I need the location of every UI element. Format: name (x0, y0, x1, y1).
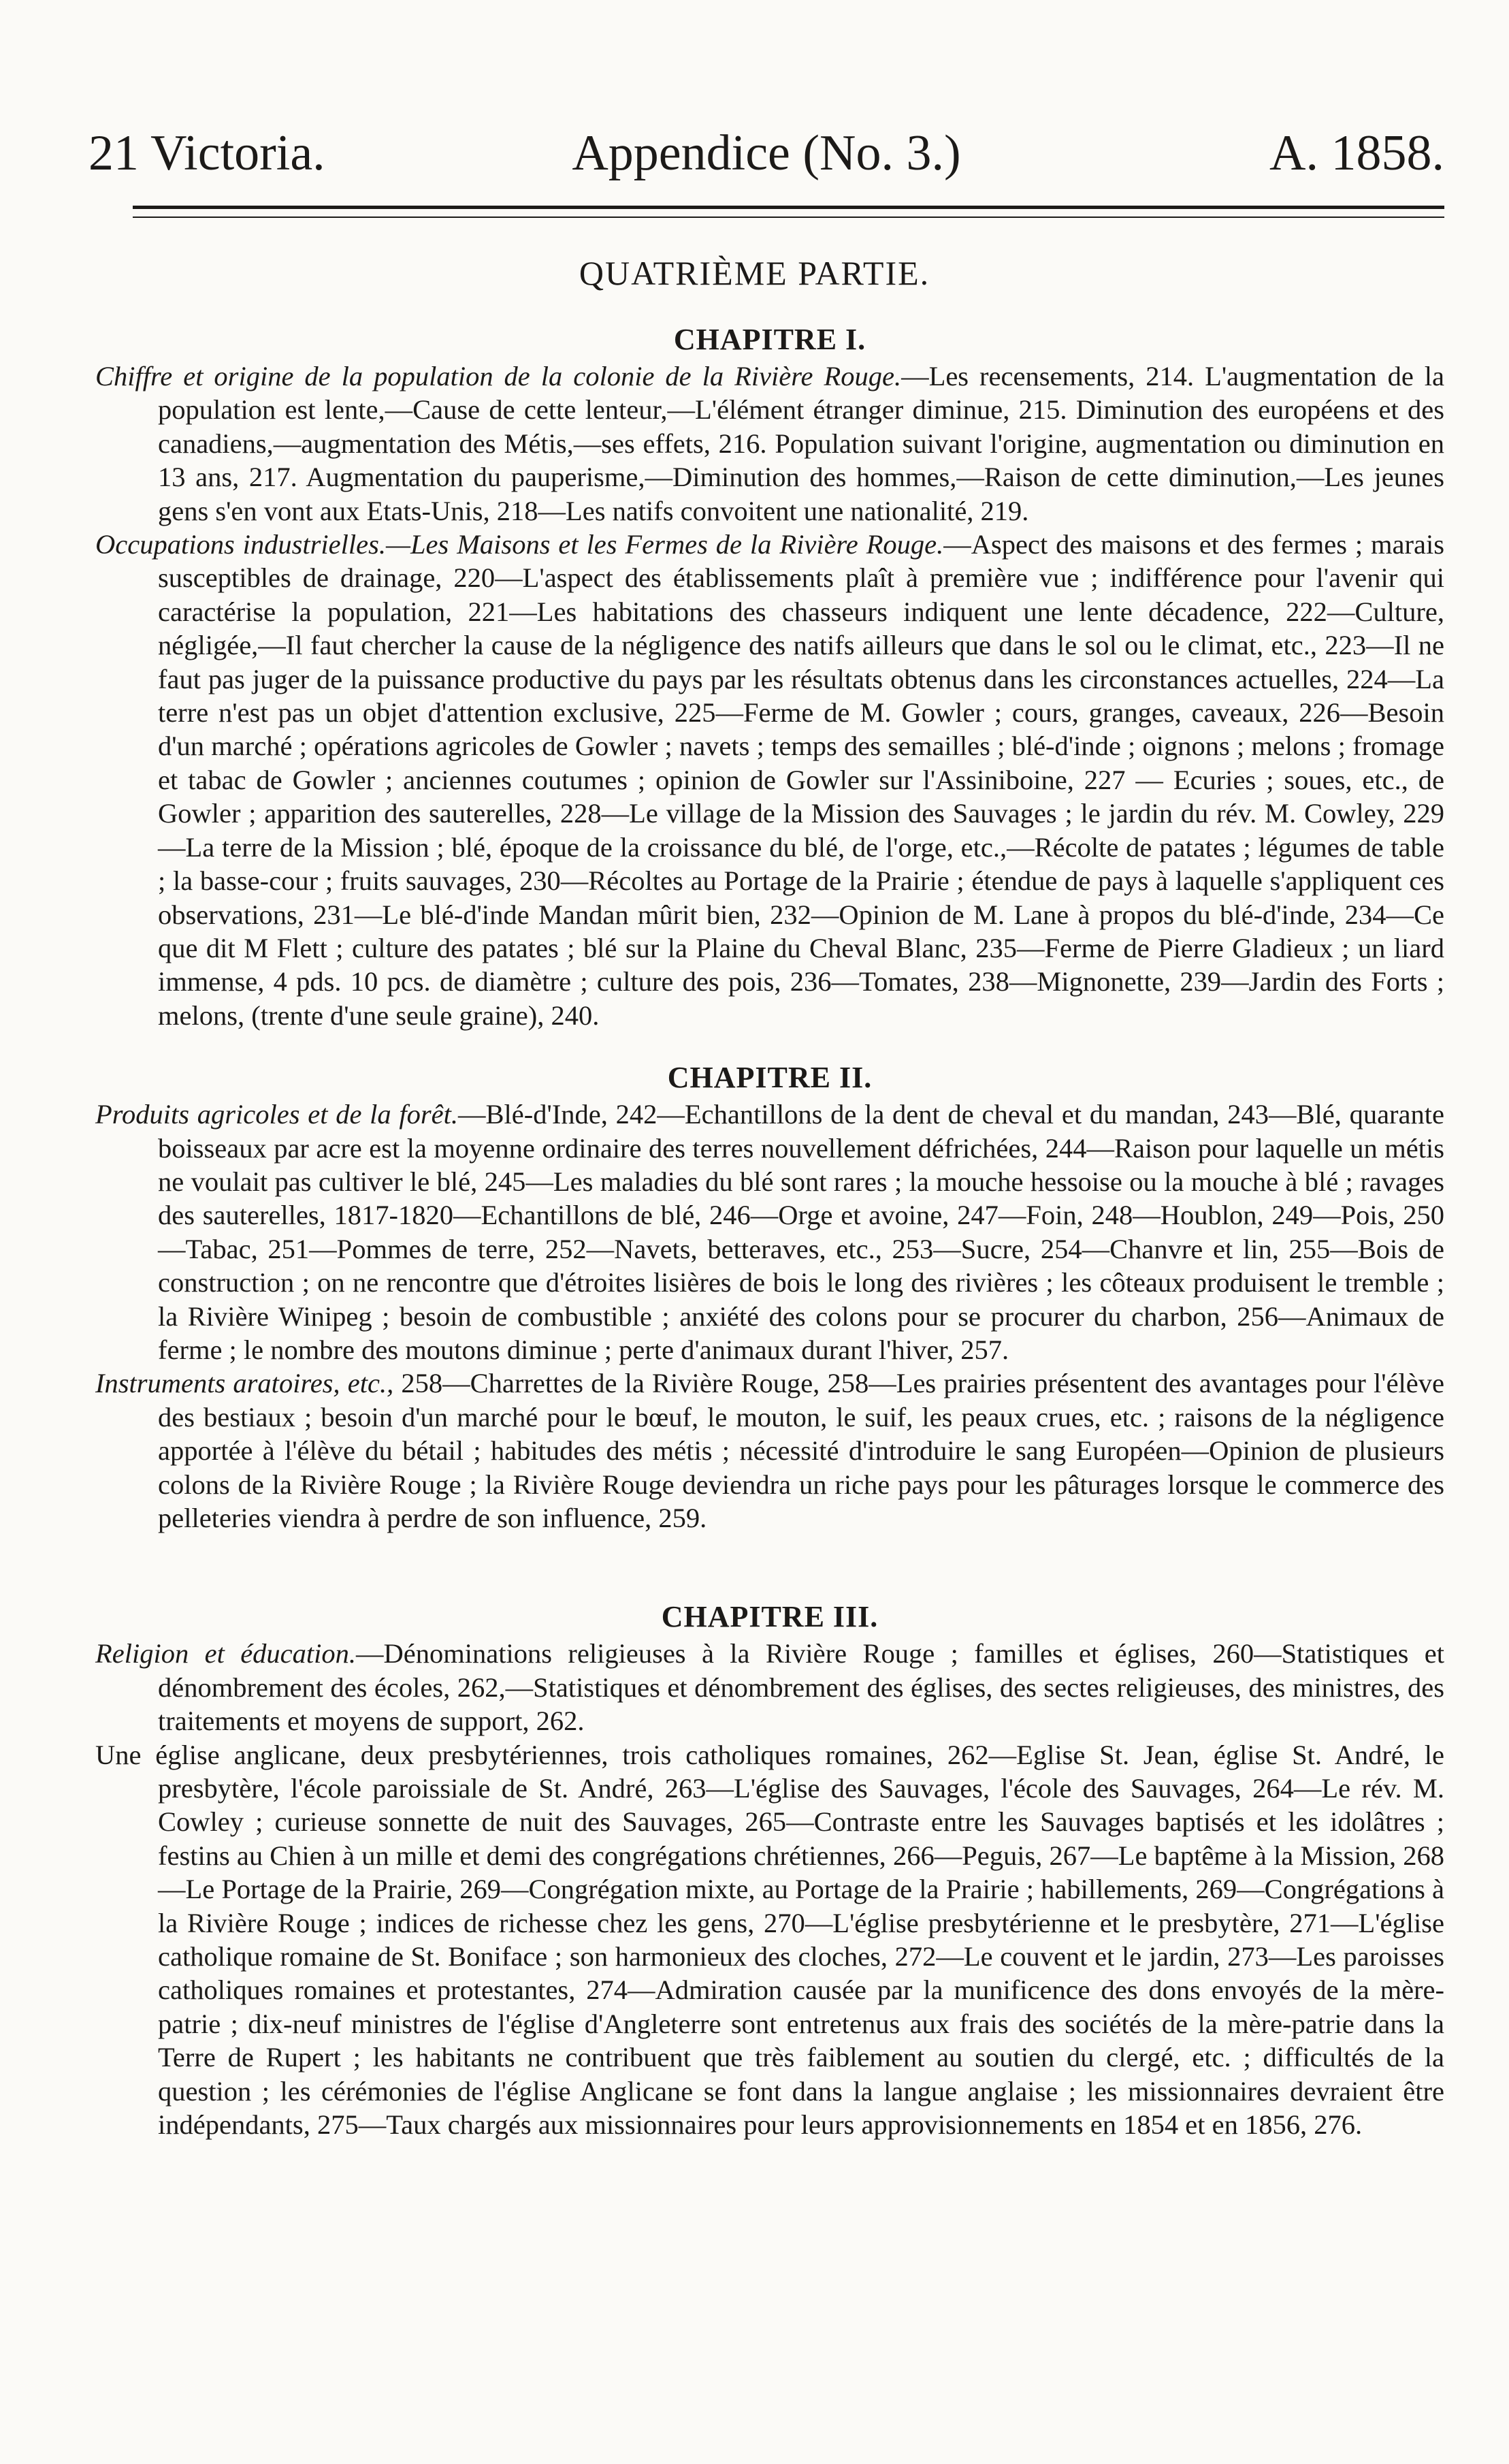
header-session: 21 Victoria. (88, 125, 325, 181)
chapter-3-paragraph-2 (95, 1738, 1444, 2142)
paragraph-text: —Les recensements, 214. L'augmentation de la population est lente,—Cause de cette lenteur,—L'élément étranger diminue, 215. Diminution des européens et des canadiens,—augmentation des Métis,—ses effets, 216. Population suivant l'origine, augmentation ou diminution en 13 ans, 217. Augmentation du pauperisme,—Diminution des hommes,—Raison de cette diminution,—Les jeunes gens s'en vont aux Etats-Unis, 218—Les natifs convoitent une nationalité, 219. (158, 361, 1445, 526)
paragraph-lead: Religion et éducation. (95, 1638, 357, 1669)
chapter-2-title: CHAPITRE II. (667, 1061, 873, 1095)
paragraph-lead: Produits agricoles et de la forêt. (95, 1099, 459, 1130)
part-title: QUATRIÈME PARTIE. (579, 254, 930, 292)
chapter-1-paragraph-1 (95, 359, 1444, 528)
chapter-2-paragraph-1 (95, 1098, 1444, 1366)
paragraph-text: —Dénominations religieuses à la Rivière Rouge ; familles et églises, 260—Statistiques et dénombrement des écoles, 262,—Statistiques et dénombrement des églises, des sectes religieuses, des ministres, des traitements et moyens de support, 262. (158, 1638, 1444, 1737)
header-rule-thick (133, 206, 1444, 209)
header-rule-thin (133, 217, 1444, 218)
chapter-1-title: CHAPITRE I. (673, 323, 866, 356)
chapter-3-paragraph-1 (95, 1637, 1444, 1738)
document-body (95, 320, 1444, 2142)
header-appendix: Appendice (No. 3.) (572, 125, 961, 181)
paragraph-text: 258—Charrettes de la Rivière Rouge, 258—Les prairies présentent des avantages pour l'élève des bestiaux ; besoin d'un marché pour le bœuf, le mouton, le suif, les peaux crues, etc. ; raisons de la négligence apportée à l'élève du bétail ; habitudes des métis ; nécessité d'introduire le sang Européen—Opinion de plusieurs colons de la Rivière Rouge ; la Rivière Rouge deviendra un riche pays pour les pâturages lorsque le commerce des pelleteries viendra à perdre de son influence, 259. (158, 1368, 1445, 1533)
paragraph-text: —Blé-d'Inde, 242—Echantillons de la dent de cheval et du mandan, 243—Blé, quarante boisseaux par acre est la moyenne ordinaire des terres nouvellement défrichées, 244—Raison pour laquelle un métis ne voulait pas cultiver le blé, 245—Les maladies du blé sont rares ; la mouche hessoise ou la mouche à blé ; ravages des sauterelles, 1817-1820—Echantillons de blé, 246—Orge et avoine, 247—Foin, 248—Houblon, 249—Pois, 250—Tabac, 251—Pommes de terre, 252—Navets, betteraves, etc., 253—Sucre, 254—Chanvre et lin, 255—Bois de construction ; on ne rencontre que d'étroites lisières de bois le long des rivières ; les côteaux produisent le tremble ; la Rivière Winipeg ; besoin de combustible ; anxiété des colons pour se procurer du charbon, 256—Animaux de ferme ; le nombre des moutons diminue ; perte d'animaux durant l'hiver, 257. (158, 1099, 1444, 1365)
paragraph-lead: Instruments aratoires, etc., (95, 1368, 394, 1399)
page-header (88, 116, 1444, 191)
paragraph-text: Une église anglicane, deux presbytériennes, trois catholiques romaines, 262—Eglise St. Jean, église St. André, le presbytère, l'école paroissiale de St. André, 263—L'église des Sauvages, l'école des Sauvages, 264—Le rév. M. Cowley ; curieuse sonnette de nuit des Sauvages, 265—Contraste entre les Sauvages baptisés et les idolâtres ; festins au Chien à un mille et demi des congrégations chrétiennes, 266—Peguis, 267—Le baptême à la Mission, 268—Le Portage de la Prairie, 269—Congrégation mixte, au Portage de la Prairie ; habillements, 269—Congrégations à la Rivière Rouge ; indices de richesse chez les gens, 270—L'église presbytérienne et le presbytère, 271—L'église catholique romaine de St. Boniface ; son harmonieux des cloches, 272—Le couvent et le jardin, 273—Les paroisses catholiques romaines et protestantes, 274—Admiration causée par la munificence des dons envoyés de la mère-patrie ; dix-neuf ministres de l'église d'Angleterre sont entretenus aux frais des sociétés de la mère-patrie dans la Terre de Rupert ; les habitants ne contribuent que très faiblement au soutien du clergé, etc. ; difficultés de la question ; les cérémonies de l'église Anglicane se font dans la langue anglaise ; les missionnaires devraient être indépendants, 275—Taux chargés aux missionnaires pour leurs approvisionnements en 1854 et en 1856, 276. (95, 1739, 1444, 2141)
chapter-3-title: CHAPITRE III. (661, 1600, 879, 1634)
chapter-2-paragraph-2 (95, 1366, 1444, 1535)
paragraph-lead: Occupations industrielles.—Les Maisons et les Fermes de la Rivière Rouge. (95, 529, 944, 560)
paragraph-text: —Aspect des maisons et des fermes ; marais susceptibles de drainage, 220—L'aspect des établissements plaît à première vue ; indifférence pour l'avenir qui caractérise la population, 221—Les habitations des chasseurs indiquent une lente décadence, 222—Culture, négligée,—Il faut chercher la cause de la négligence des natifs ailleurs que dans le sol ou le climat, etc., 223—Il ne faut pas juger de la puissance productive du pays par les résultats obtenus dans les circonstances actuelles, 224—La terre n'est pas un objet d'attention exclusive, 225—Ferme de M. Gowler ; cours, granges, caveaux, 226—Besoin d'un marché ; opérations agricoles de Gowler ; navets ; temps des semailles ; blé-d'inde ; oignons ; melons ; fromage et tabac de Gowler ; anciennes coutumes ; opinion de Gowler sur l'Assiniboine, 227 — Ecuries ; soues, etc., de Gowler ; apparition des sauterelles, 228—Le village de la Mission des Sauvages ; le jardin du rév. M. Cowley, 229—La terre de la Mission ; blé, époque de la croissance du blé, de l'orge, etc.,—Récolte de patates ; légumes de table ; la basse-cour ; fruits sauvages, 230—Récoltes au Portage de la Prairie ; étendue de pays à laquelle s'appliquent ces observations, 231—Le blé-d'inde Mandan mûrit bien, 232—Opinion de M. Lane à propos du blé-d'inde, 234—Ce que dit M Flett ; culture des patates ; blé sur la Plaine du Cheval Blanc, 235—Ferme de Pierre Gladieux ; un liard immense, 4 pds. 10 pcs. de diamètre ; culture des pois, 236—Tomates, 238—Mignonette, 239—Jardin des Forts ; melons, (trente d'une seule graine), 240. (158, 529, 1444, 1031)
header-year: A. 1858. (1269, 125, 1444, 181)
paragraph-lead: Chiffre et origine de la population de la colonie de la Rivière Rouge. (95, 361, 902, 391)
chapter-1-paragraph-2 (95, 528, 1444, 1032)
